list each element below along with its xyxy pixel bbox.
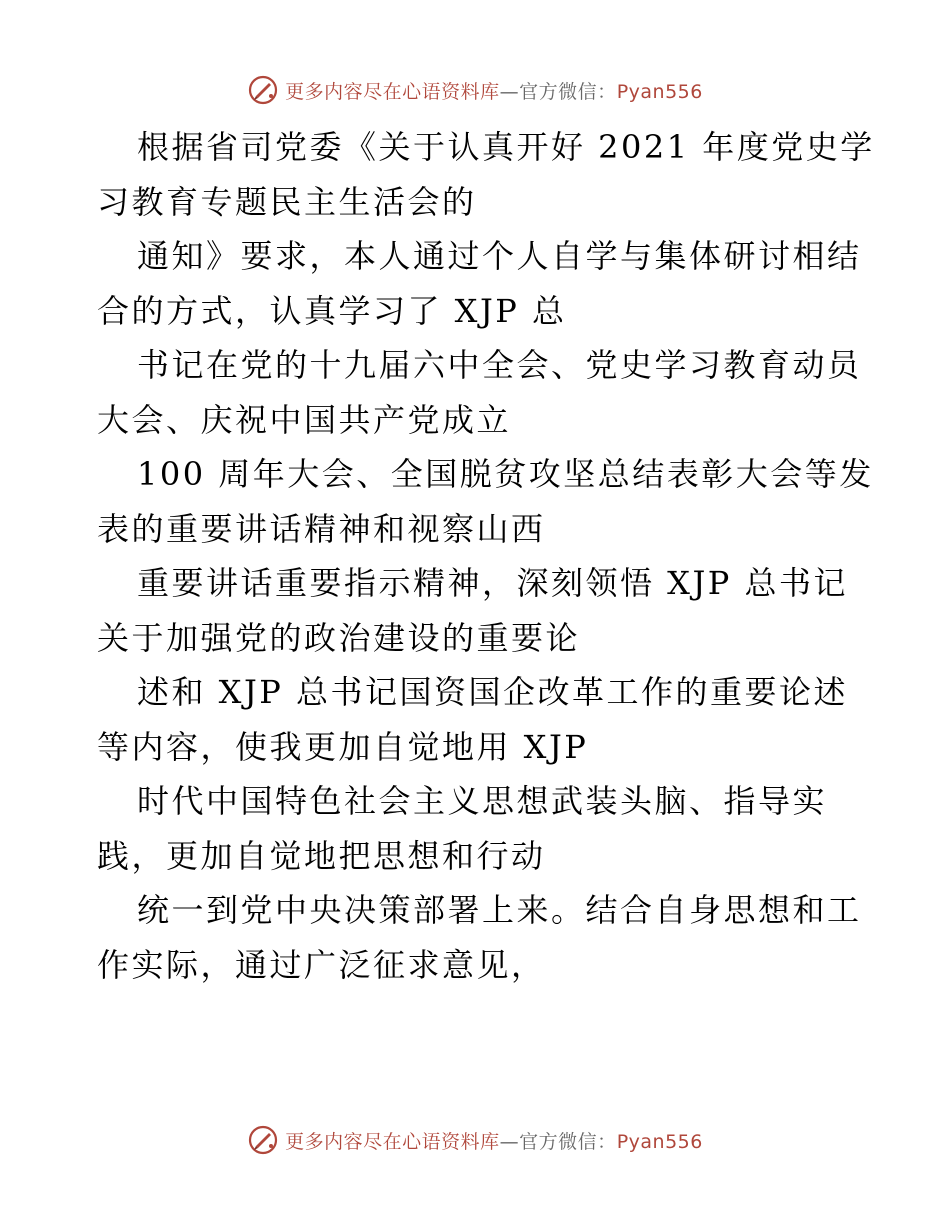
- paragraph: [97, 774, 857, 883]
- paragraph-line: 100 周年大会、全国脱贫攻坚总结表彰大会等发: [137, 455, 874, 493]
- paragraph: [97, 556, 857, 665]
- paragraph: [97, 120, 875, 229]
- paragraph: [97, 338, 862, 447]
- paragraph-line: 时代中国特色社会主义思想武装头脑、指导实: [137, 782, 828, 820]
- paragraph-line: 通知》要求，本人通过个人自学与集体研讨相结: [137, 237, 862, 275]
- document-body: [97, 120, 875, 992]
- paragraph-line: 书记在党的十九届六中全会、党史学习教育动员: [137, 346, 862, 384]
- banner-wechat-label: 官方微信：: [519, 1130, 617, 1153]
- header-banner-text: [285, 77, 703, 104]
- paragraph-line: 践，更加自觉地把思想和行动: [97, 836, 546, 875]
- paragraph-line: 习教育专题民主生活会的: [97, 182, 477, 221]
- paragraph-line: 统一到党中央决策部署上来。结合自身思想和工: [137, 891, 862, 929]
- banner-separator: —: [499, 80, 520, 103]
- quill-pen-icon: [247, 74, 279, 106]
- paragraph-line: 表的重要讲话精神和视察山西: [97, 509, 546, 548]
- quill-pen-icon: [247, 1124, 279, 1156]
- footer-banner: [0, 1120, 950, 1160]
- paragraph-line: 大会、庆祝中国共产党成立: [97, 400, 512, 439]
- banner-wechat-id: Pyan556: [616, 1130, 703, 1153]
- banner-separator: —: [499, 1130, 520, 1153]
- banner-wechat-label: 官方微信：: [519, 80, 617, 103]
- paragraph-line: 作实际，通过广泛征求意见，: [97, 945, 546, 984]
- paragraph-line: 重要讲话重要指示精神，深刻领悟 XJP 总书记: [137, 564, 848, 602]
- paragraph: [97, 665, 857, 774]
- paragraph-line: 合的方式，认真学习了 XJP 总: [97, 291, 567, 330]
- paragraph-line: 述和 XJP 总书记国资国企改革工作的重要论述: [137, 673, 848, 711]
- banner-title: 更多内容尽在心语资料库: [285, 80, 500, 103]
- paragraph: [97, 883, 862, 992]
- banner-wechat-id: Pyan556: [616, 80, 703, 103]
- paragraph-line: 等内容，使我更加自觉地用 XJP: [97, 727, 589, 766]
- paragraph: [97, 229, 862, 338]
- paragraph: [97, 447, 874, 556]
- header-banner: [0, 70, 950, 110]
- banner-title: 更多内容尽在心语资料库: [285, 1130, 500, 1153]
- paragraph-line: 根据省司党委《关于认真开好 2021 年度党史学: [137, 128, 875, 166]
- footer-banner-text: [285, 1127, 703, 1154]
- paragraph-line: 关于加强党的政治建设的重要论: [97, 618, 581, 657]
